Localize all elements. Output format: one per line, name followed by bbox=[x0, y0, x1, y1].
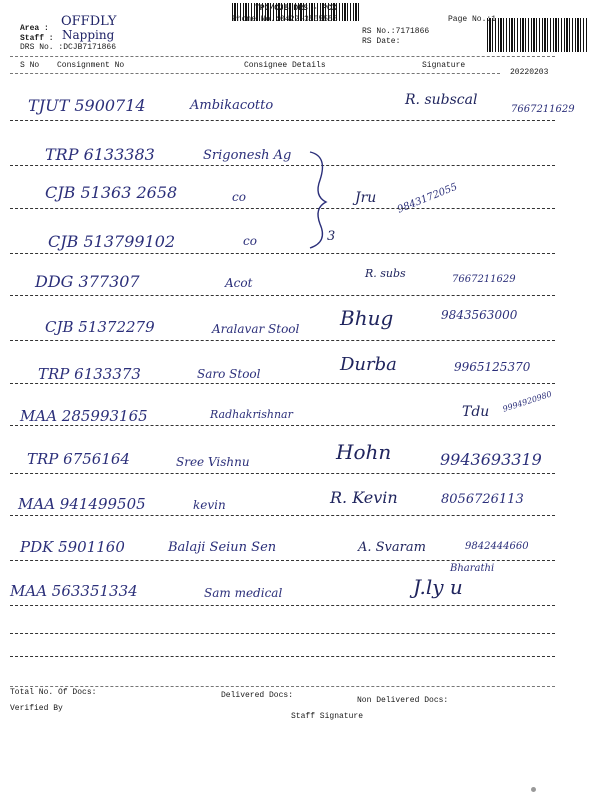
row-line bbox=[10, 120, 555, 121]
consignment-no: CJB 51363 2658 bbox=[45, 183, 178, 202]
consignee-name: Acot bbox=[225, 276, 253, 290]
column-sno: S No bbox=[20, 61, 40, 70]
phone-number: Phone No.:0422-3505555 bbox=[232, 15, 338, 24]
consignment-no: TRP 6756164 bbox=[27, 450, 130, 468]
consignee-name: Sam medical bbox=[204, 586, 283, 600]
footer-divider bbox=[10, 686, 555, 687]
consignee-name: co bbox=[243, 234, 257, 248]
column-consignment: Consignment No bbox=[57, 61, 125, 70]
phone-number: 7667211629 bbox=[511, 104, 575, 115]
staff-signature: Staff Signature bbox=[291, 712, 364, 721]
scan-dot bbox=[531, 787, 536, 792]
row-line bbox=[10, 165, 555, 166]
consignment-no: CJB 51372279 bbox=[45, 318, 155, 336]
phone-number: 7667211629 bbox=[452, 274, 516, 285]
signature: J.ly u bbox=[413, 575, 463, 599]
date-code: 20220203 bbox=[510, 68, 549, 77]
row-line bbox=[10, 473, 555, 474]
consignment-no: CJB 513799102 bbox=[48, 232, 176, 251]
blank-row-line bbox=[10, 656, 555, 657]
signature: Durba bbox=[340, 354, 397, 375]
signature: R. subscal bbox=[405, 92, 478, 108]
rs-number: RS No.:7171866 bbox=[362, 27, 430, 36]
consignment-no: MAA 941499505 bbox=[18, 495, 146, 513]
consignee-name: Sree Vishnu bbox=[176, 455, 250, 469]
barcode-right bbox=[487, 18, 587, 52]
consignee-name: co bbox=[232, 190, 246, 204]
delivered-docs: Delivered Docs: bbox=[221, 691, 294, 700]
drs-number: DRS No. :DCJB7171866 bbox=[20, 43, 117, 52]
signature: R. subs bbox=[365, 267, 406, 280]
signature: Bhug bbox=[340, 306, 394, 330]
signature: Hohn bbox=[336, 440, 392, 464]
consignment-no: TRP 6133373 bbox=[38, 365, 141, 383]
bracket-brace bbox=[300, 150, 340, 250]
phone-number: 9965125370 bbox=[454, 360, 531, 374]
blank-row-line bbox=[10, 633, 555, 634]
phone-number: 9842444660 bbox=[465, 541, 529, 552]
area-value: OFFDLY bbox=[61, 14, 117, 29]
consignment-no: MAA 285993165 bbox=[20, 407, 148, 425]
consignee-name: Aralavar Stool bbox=[212, 322, 300, 336]
phone-number: 8056726113 bbox=[441, 492, 524, 507]
column-signature: Signature bbox=[422, 61, 466, 70]
signature: Tdu bbox=[462, 404, 490, 420]
row-line bbox=[10, 425, 555, 426]
row-line bbox=[10, 253, 555, 254]
total-docs: Total No. Of Docs: bbox=[10, 688, 97, 697]
phone-number: 9994920980 bbox=[501, 389, 553, 414]
row-line bbox=[10, 605, 555, 606]
row-line bbox=[10, 208, 555, 209]
verified-by: Verified By bbox=[10, 704, 63, 713]
non-delivered-docs: Non Delivered Docs: bbox=[357, 696, 449, 705]
row-line bbox=[10, 383, 555, 384]
rs-date: RS Date: bbox=[362, 37, 401, 46]
signature: Jru bbox=[355, 190, 377, 206]
staff-label: Staff : bbox=[20, 34, 54, 43]
column-divider bbox=[10, 73, 500, 74]
consignee-name: kevin bbox=[193, 498, 226, 512]
consignment-no: TRP 6133383 bbox=[45, 145, 155, 164]
row-line bbox=[10, 295, 555, 296]
consignee-name: Ambikacotto bbox=[190, 98, 274, 113]
row-line bbox=[10, 340, 555, 341]
phone-number: 9843563000 bbox=[441, 308, 518, 322]
consignee-name: Saro Stool bbox=[197, 367, 261, 381]
area-label: Area : bbox=[20, 24, 49, 33]
phone-number: 9843172055 bbox=[395, 181, 460, 216]
consignee-name: Srigonesh Ag bbox=[203, 148, 292, 163]
consignee-name: Radhakrishnar bbox=[210, 408, 293, 421]
consignment-no: MAA 563351334 bbox=[10, 582, 138, 600]
consignee-name: Balaji Seiun Sen bbox=[168, 540, 277, 555]
column-consignee: Consignee Details bbox=[244, 61, 326, 70]
header-divider bbox=[10, 56, 555, 57]
phone-number: 9943693319 bbox=[440, 450, 542, 469]
page-number: Page No.:1 bbox=[448, 15, 497, 24]
signature-note: Bharathi bbox=[450, 563, 495, 574]
signature: A. Svaram bbox=[358, 540, 426, 555]
consignment-no: PDK 5901160 bbox=[20, 538, 125, 556]
signature: 3 bbox=[327, 229, 336, 244]
document-title: TPC/CJB DRS - PCX bbox=[255, 4, 337, 13]
row-line bbox=[10, 515, 555, 516]
consignment-no: TJUT 5900714 bbox=[28, 96, 146, 115]
signature: R. Kevin bbox=[330, 488, 398, 507]
row-line bbox=[10, 560, 555, 561]
staff-value: Napping bbox=[62, 28, 115, 42]
consignment-no: DDG 377307 bbox=[35, 272, 140, 291]
